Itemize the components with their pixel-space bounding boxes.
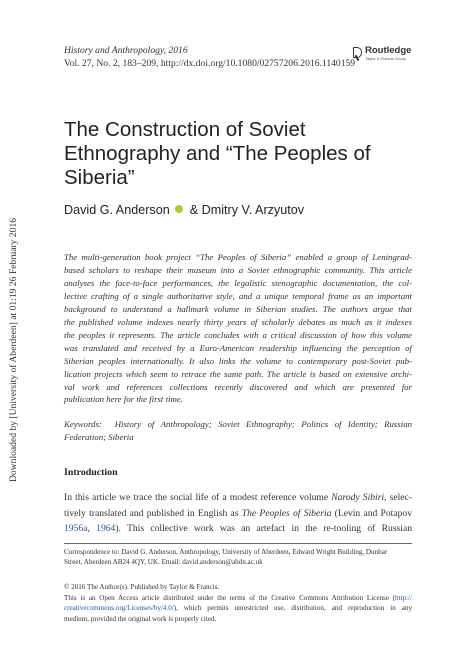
download-watermark: Downloaded by [University of Aberdeen] at 01:19 26 February 2016 <box>8 217 19 483</box>
abstract-line: publication here for the first time. <box>64 394 183 405</box>
title-line: Ethnography and “The Peoples of <box>64 142 371 165</box>
keywords <box>64 418 412 444</box>
abstract-line: lication projects which seem to retrace the same path. The article is based on extensive archi- <box>64 368 412 379</box>
license-line <box>64 603 412 613</box>
license-text: This is an Open Access article distributed under the terms of the Creative Commons Attribution License ( <box>64 594 396 602</box>
author-name[interactable]: David G. Anderson <box>64 203 170 217</box>
keywords-line <box>64 431 412 444</box>
abstract-line: the peoples it represents. The article concludes with a critical discussion of how this volume <box>64 329 412 340</box>
publisher-name: Routledge <box>365 45 412 56</box>
reference-link[interactable]: 1964 <box>96 523 116 535</box>
body-text-run: , selec- <box>384 492 412 503</box>
abstract-line: background to understand a hallmark volume in Siberian studies. The authors argue that <box>64 303 412 314</box>
body-text-run: (Levin and Potapov <box>331 507 412 519</box>
section-heading: Introduction <box>64 467 118 478</box>
license-text: ), which permits unrestricted use, distribution, and reproduction in any <box>173 604 412 613</box>
abstract-line: The multi-generation book project “The Peoples of Siberia” enabled a group of Leningrad- <box>64 252 412 262</box>
body-line <box>64 521 412 537</box>
abstract-line: the published volume indexes nearly thirty years of scholarly debates as much as it indexes <box>64 316 412 327</box>
body-paragraph <box>64 490 412 537</box>
abstract-line: lective crafting of a single authoritative style, and a unique temporal frame as an important <box>64 290 412 301</box>
correspondence-line: Street, Aberdeen AB24 4QY, UK. Email: david.anderson@abdn.ac.uk <box>64 558 263 567</box>
body-line <box>64 506 412 522</box>
body-text-run: tively translated and published in English as <box>64 507 242 519</box>
footnote-divider <box>64 543 412 544</box>
orcid-icon[interactable] <box>175 205 183 213</box>
routledge-logo-icon <box>353 47 362 58</box>
publisher-logo <box>353 46 411 61</box>
reference-link[interactable]: 1956a <box>64 523 88 535</box>
book-title: Narody Sibiri <box>331 492 385 503</box>
publisher-subtitle: Taylor & Francis Group <box>365 56 406 61</box>
abstract-line: based scholars to reshape their museum into a Soviet ethnographic community. This article <box>64 264 412 275</box>
body-line <box>64 490 412 506</box>
body-text-run: In this article we trace the social life of a modest reference volume <box>64 492 332 503</box>
keywords-label: Keywords: <box>64 419 102 429</box>
body-text-run: , <box>87 523 97 535</box>
correspondence-note <box>64 547 412 568</box>
journal-citation[interactable]: Vol. 27, No. 2, 183–209, http://dx.doi.org/10.1080/02757206.2016.1140159 <box>64 58 356 69</box>
keywords-line <box>64 418 412 431</box>
abstract <box>64 251 412 406</box>
abstract-line: Siberian peoples internationally. It also links the volume to contemporary post-Soviet pub- <box>64 355 412 366</box>
journal-name: History and Anthropology, 2016 <box>64 45 188 56</box>
abstract-line: val work and references collections recently discovered and which are presented for <box>64 381 412 392</box>
abstract-line: analyses the face-to-face performances, the legalistic stenographic documentation, the col- <box>64 277 412 288</box>
author-list <box>64 203 304 217</box>
license-link[interactable]: creativecommons.org/Licenses/by/4.0/ <box>64 604 174 613</box>
body-text-run: ). This collective work was an artefact in the re-tooling of Russian <box>115 523 413 535</box>
license-note <box>64 593 412 624</box>
article-title <box>64 118 414 190</box>
keywords-list: History of Anthropology; Soviet Ethnography; Politics of Identity; Russian <box>114 419 412 429</box>
title-line: Siberia” <box>64 166 135 189</box>
keywords-list: Federation; Siberia <box>64 432 134 442</box>
copyright-note: © 2016 The Author(s). Published by Taylor & Francis. <box>64 583 220 591</box>
author-name[interactable]: Dmitry V. Arzyutov <box>201 203 305 217</box>
abstract-line: was translated and received by a Euro-American readership influencing the perception of <box>64 342 412 353</box>
license-line <box>64 593 412 603</box>
license-line: medium, provided the original work is properly cited. <box>64 614 217 623</box>
license-link[interactable]: http:// <box>395 594 412 602</box>
title-line: The Construction of Soviet <box>64 118 306 141</box>
author-joiner: & <box>189 203 199 217</box>
correspondence-line: Correspondence to: David G. Anderson, Anthropology, University of Aberdeen, Edward Wright Building, Dunbar <box>64 548 388 556</box>
book-title: The Peoples of Siberia <box>241 507 332 519</box>
